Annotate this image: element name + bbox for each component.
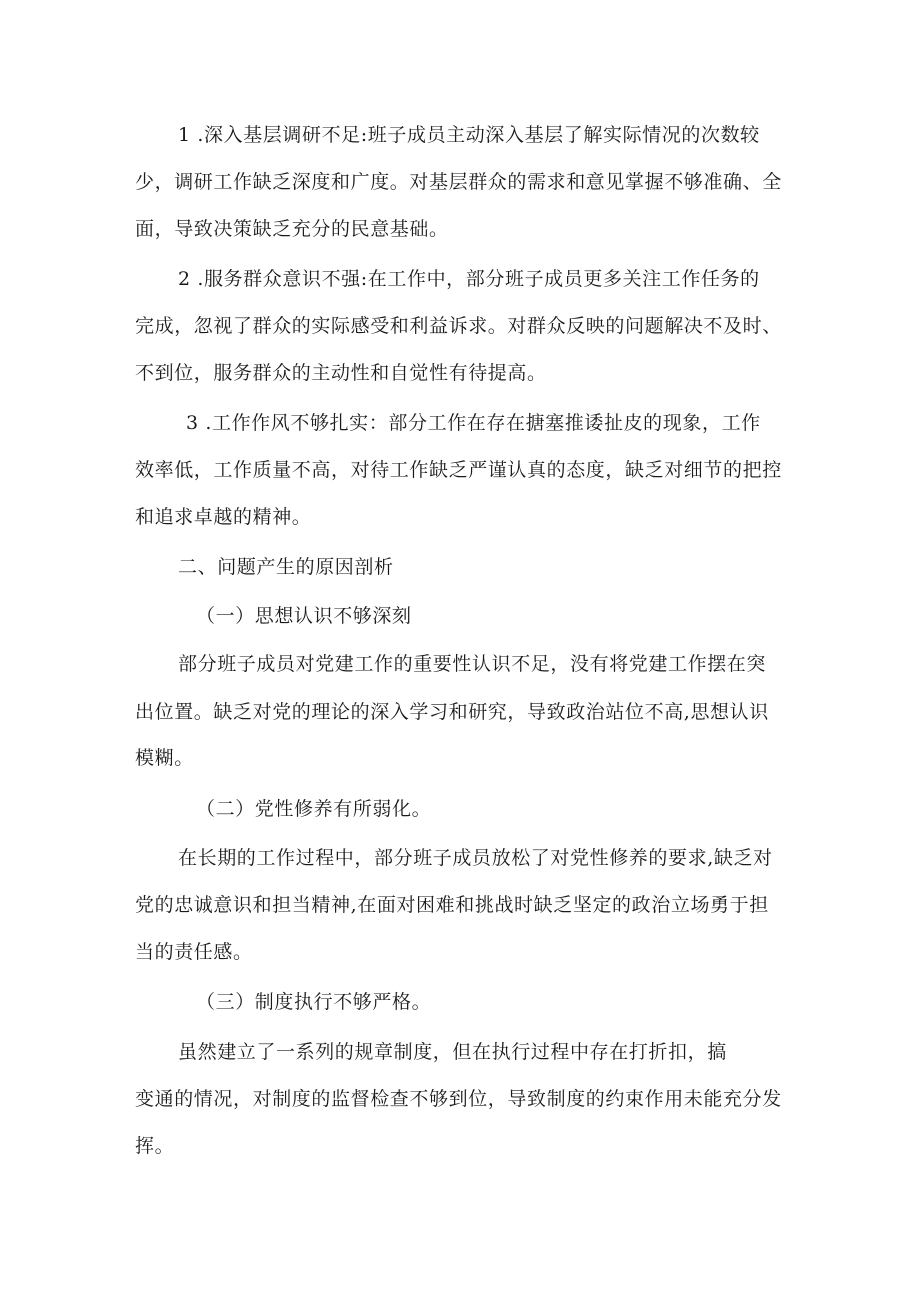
subsection-3-line-1: 虽然建立了一系列的规章制度，但在执行过程中存在打折扣，搞 bbox=[178, 1041, 727, 1063]
subsection-2-line-2: 党的忠诚意识和担当精神,在面对困难和挑战时缺乏坚定的政治立场勇于担 bbox=[135, 894, 769, 916]
section-heading: 二、问题产生的原因剖析 bbox=[178, 556, 394, 578]
item-1-line-1: 1 .深入基层调研不足:班子成员主动深入基层了解实际情况的次数较 bbox=[178, 124, 760, 146]
subsection-1-line-1: 部分班子成员对党建工作的重要性认识不足，没有将党建工作摆在突 bbox=[178, 653, 767, 675]
subheading-3: （三）制度执行不够严格。 bbox=[196, 991, 432, 1013]
item-2-line-3: 不到位，服务群众的主动性和自觉性有待提高。 bbox=[135, 362, 547, 384]
subsection-2-line-1: 在长期的工作过程中，部分班子成员放松了对党性修养的要求,缺乏对 bbox=[178, 847, 773, 869]
item-3-line-2: 效率低，工作质量不高，对待工作缺乏严谨认真的态度，缺乏对细节的把控 bbox=[135, 459, 782, 481]
subsection-3-line-2: 变通的情况，对制度的监督检查不够到位，导致制度的约束作用未能充分发 bbox=[135, 1088, 782, 1110]
subsection-3-line-3: 挥。 bbox=[135, 1135, 175, 1157]
item-2-line-1: 2 .服务群众意识不强:在工作中，部分班子成员更多关注工作任务的 bbox=[178, 268, 760, 290]
subsection-1-line-3: 模糊。 bbox=[135, 747, 194, 769]
subsection-1-line-2: 出位置。缺乏对党的理论的深入学习和研究，导致政治站位不高,思想认识 bbox=[135, 701, 769, 723]
item-3-line-1: 3 .工作作风不够扎实：部分工作在存在搪塞推诿扯皮的现象，工作 bbox=[186, 412, 761, 434]
subheading-1: （一）思想认识不够深刻 bbox=[196, 605, 412, 627]
item-3-line-3: 和追求卓越的精神。 bbox=[135, 506, 312, 528]
item-1-line-2: 少，调研工作缺乏深度和广度。对基层群众的需求和意见掌握不够准确、全 bbox=[135, 171, 782, 193]
subsection-2-line-3: 当的责任感。 bbox=[135, 941, 253, 963]
subheading-2: （二）党性修养有所弱化。 bbox=[196, 798, 432, 820]
item-2-line-2: 完成，忽视了群众的实际感受和利益诉求。对群众反映的问题解决不及时、 bbox=[135, 315, 782, 337]
item-1-line-3: 面，导致决策缺乏充分的民意基础。 bbox=[135, 218, 449, 240]
